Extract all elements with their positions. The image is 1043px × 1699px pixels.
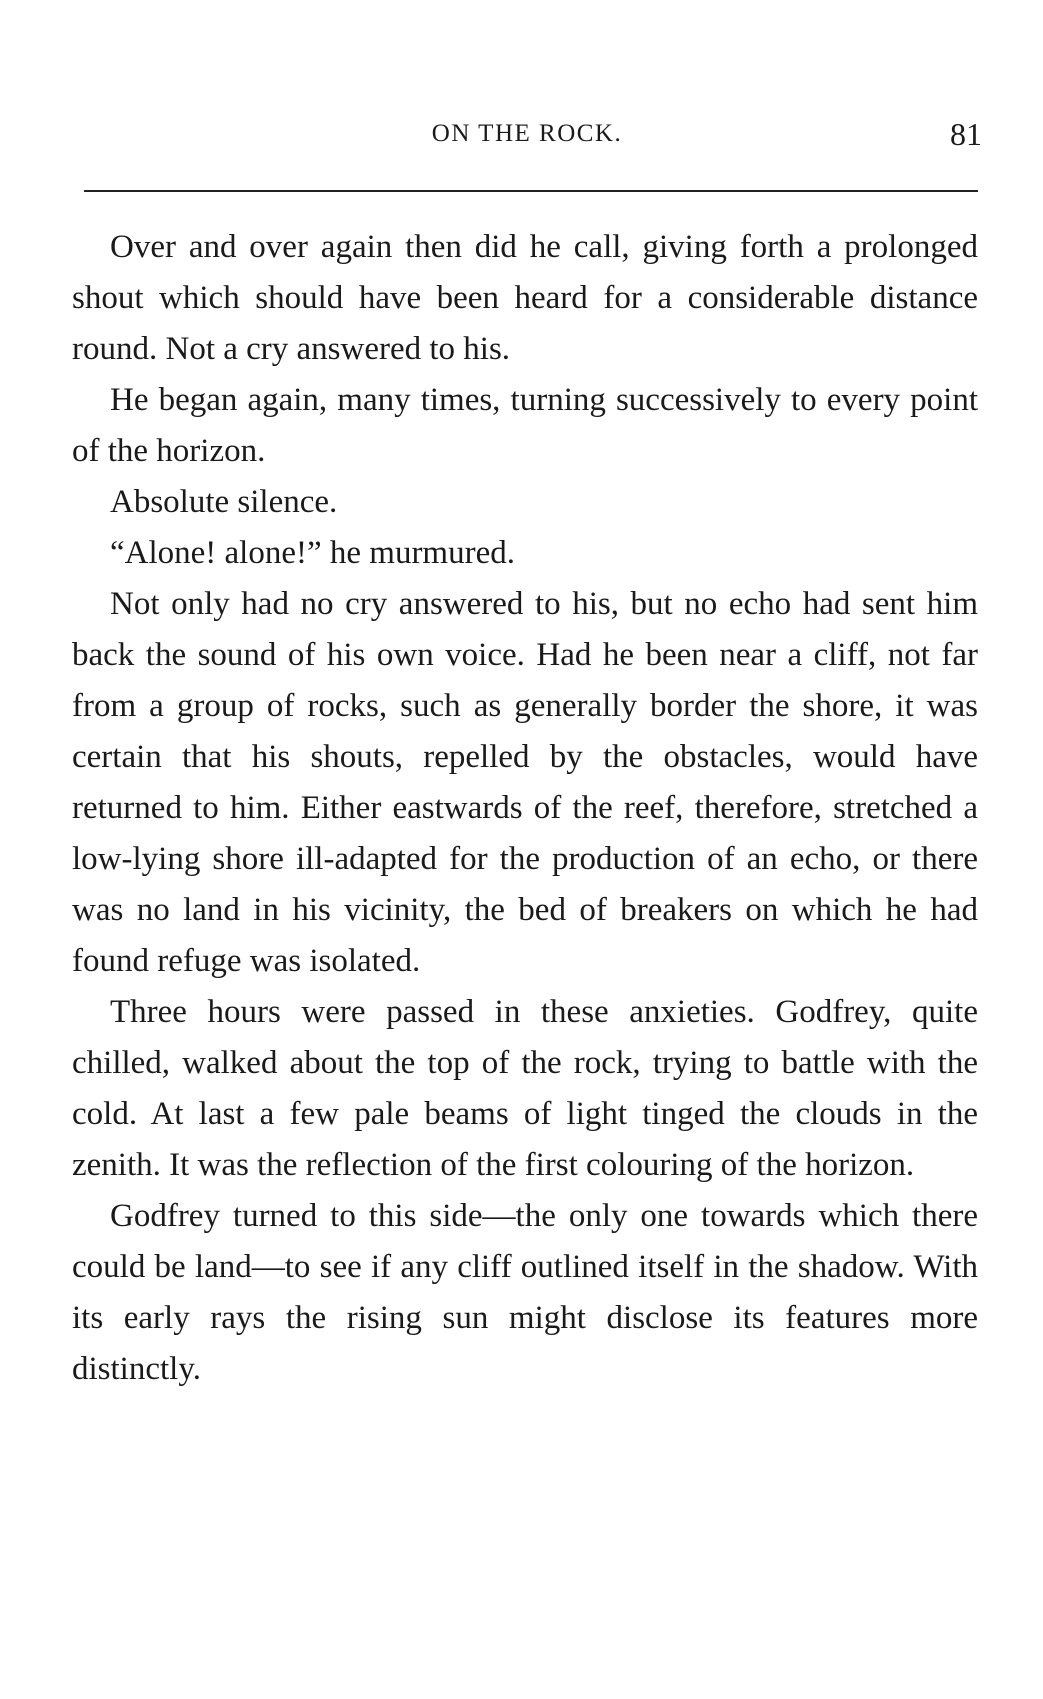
running-title: ON THE ROCK.: [431, 120, 623, 147]
running-head: [72, 116, 982, 160]
paragraph: Over and over again then did he call, giving forth a prolonged shout which should have been heard for a considerable distance round. Not a cry answered to his.: [72, 229, 978, 367]
header-rule: [84, 190, 978, 192]
body-text: [72, 222, 978, 1395]
paragraph: He began again, many times, turning successively to every point of the horizon.: [72, 382, 978, 469]
paragraph: Godfrey turned to this side—the only one towards which there could be land—to see if any cliff outlined itself in the shadow. With its early rays the rising sun might disclose its features more distinctly.: [72, 1198, 978, 1387]
page-number: 81: [950, 116, 982, 152]
paragraph: Not only had no cry answered to his, but no echo had sent him back the sound of his own voice. Had he been near a cliff, not far from a group of rocks, such as generally border the shore, it was certain that his shouts, repelled by the obstacles, would have returned to him. Either eastwards of the reef, therefore, stretched a low-lying shore ill-adapted for the production of an echo, or there was no land in his vicinity, the bed of breakers on which he had found refuge was isolated.: [72, 586, 978, 979]
paragraph: Absolute silence.: [110, 484, 338, 520]
paragraph: Three hours were passed in these anxieties. Godfrey, quite chilled, walked about the top of the rock, trying to battle with the cold. At last a few pale beams of light tinged the clouds in the zenith. It was the reflection of the first colouring of the horizon.: [72, 994, 978, 1183]
paragraph: “Alone! alone!” he murmured.: [110, 535, 515, 571]
